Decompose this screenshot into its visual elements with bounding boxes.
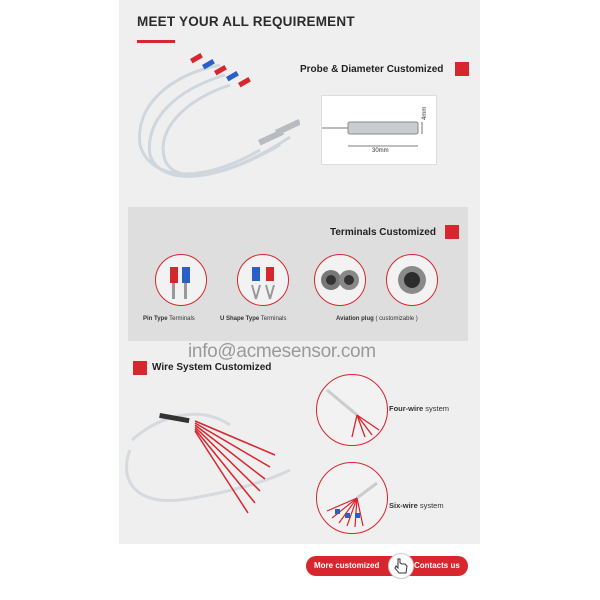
aviation-plug-caption: Aviation plug ( customizable ) <box>336 316 418 322</box>
title-underline <box>137 40 175 43</box>
pointer-hand-icon <box>388 553 414 579</box>
pin-terminal-image <box>155 254 207 306</box>
terminals-customized-label: Terminals Customized <box>330 227 436 238</box>
u-shape-terminal-image <box>237 254 289 306</box>
contacts-us-label[interactable]: Contacts us <box>414 561 460 570</box>
page-title: MEET YOUR ALL REQUIREMENT <box>137 14 355 29</box>
four-wire-caption: Four-wire system <box>389 404 450 413</box>
probe-accent-square <box>455 62 469 76</box>
customize-contact-button[interactable] <box>306 556 468 576</box>
six-wire-image <box>316 462 388 534</box>
aviation-plug-image-1 <box>314 254 366 306</box>
probe-customized-label: Probe & Diameter Customized <box>300 64 444 75</box>
aviation-plug-image-2 <box>386 254 438 306</box>
probe-diameter-label: 4mm <box>422 106 428 120</box>
more-customized-label[interactable]: More customized <box>314 561 380 570</box>
wire-system-label: Wire System Customized <box>152 362 272 373</box>
six-wire-caption: Six-wire system <box>389 501 444 510</box>
wire-accent-square <box>133 361 147 375</box>
u-shape-caption: U Shape Type Terminals <box>220 316 287 322</box>
terminals-accent-square <box>445 225 459 239</box>
probe-dimension-diagram <box>321 95 437 165</box>
probe-cable-image <box>130 45 300 195</box>
six-wire-cable-image <box>120 395 310 530</box>
four-wire-image <box>316 374 388 446</box>
contact-email[interactable]: info@acmesensor.com <box>188 341 376 362</box>
probe-length-label: 30mm <box>372 148 389 154</box>
pin-type-caption: Pin Type Terminals <box>143 316 195 322</box>
